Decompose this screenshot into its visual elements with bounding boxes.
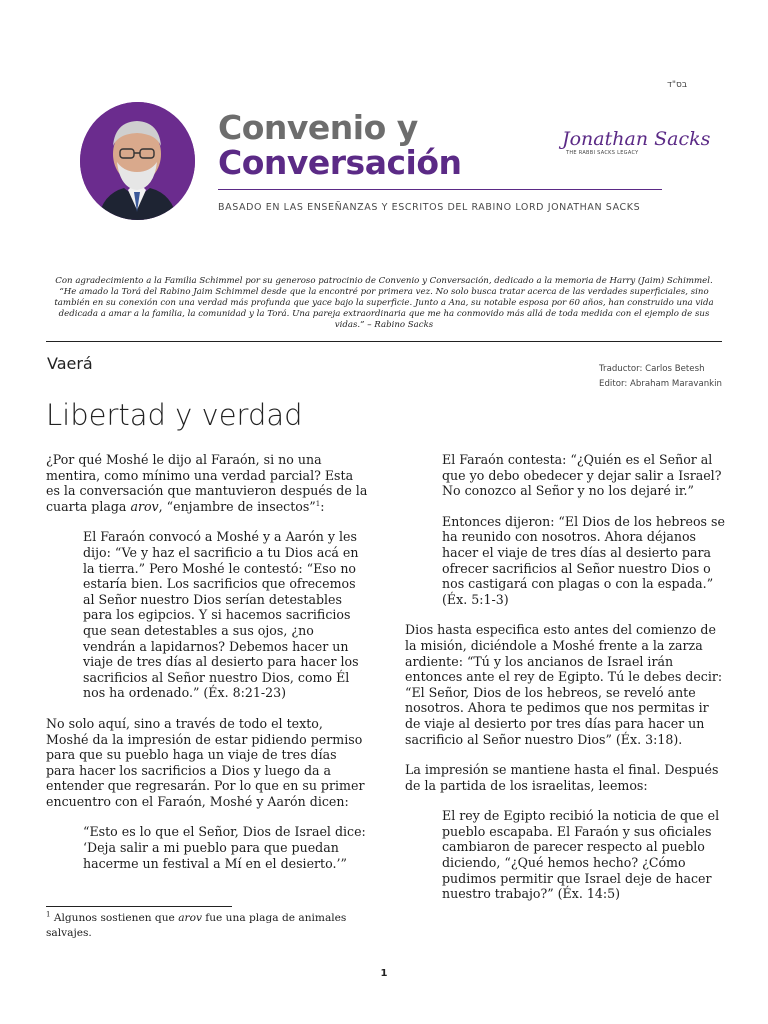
block-quote: El Faraón convocó a Moshé y a Aarón y les dijo: “Ve y haz el sacrificio a tu Dios acá en la tierra.” Pero Moshé le contestó: “Eso no estaría bien. Los sacrificios que ofrecemos al Señor nuestro Dios serían detestables para los egipcios. Y si hacemos sacrificios que sean detestables a sus ojos, ¿no vendrán a lapidarnos? Debemos hacer un viaje de tres días al desierto para hacer los sacrificios al Señor nuestro Dios, como Él nos ha ordenado.” (Éx. 8:21-23) [83, 529, 359, 701]
parasha-name: Vaerá [47, 354, 93, 373]
bsd-mark: בס"ד [667, 80, 688, 90]
page-number: 1 [380, 968, 388, 979]
legacy-label: THE RABBI SACKS LEGACY [566, 150, 639, 156]
credits [599, 362, 722, 392]
translator-credit: Traductor: Carlos Betesh [599, 364, 705, 374]
block-quote: El rey de Egipto recibió la noticia de que el pueblo escapaba. El Faraón y sus oficiales cambiaron de parecer respecto al pueblo diciendo, “¿Qué hemos hecho? ¿Cómo pudimos permitir que Israel deje de hacer nuestro trabajo?” (Éx. 14:5) [442, 808, 720, 902]
paragraph: No solo aquí, sino a través de todo el texto, Moshé da la impresión de estar pidiendo permiso para que su pueblo haga un viaje de tres días para hacer los sacrificios a Dios y luego da a entender que regresarán. Por lo que en su primer encuentro con el Faraón, Moshé y Aarón dicen: [46, 715, 365, 809]
signature-logo [562, 128, 711, 168]
paragraph: ¿Por qué Moshé le dijo al Faraón, si no una mentira, como mínimo una verdad parcial? Esta es la conversación que mantuvieron después de la cuarta plaga arov, “enjambre de insectos”$^1$: [46, 452, 368, 514]
left-column [46, 452, 368, 886]
editor-credit: Editor: Abraham Maravankin [599, 379, 722, 389]
dedication-text: Con agradecimiento a la Familia Schimmel por su generoso patrocinio de Convenio y Conversación, dedicado a la memoria de Harry (Jaim) Schimmel. “He amado la Torá del Rabino Jaim Schimmel desde que la encontré por primera vez. No solo busca tratar acerca de las verdades superficiales, sino también en su conexión con una verdad más profunda que yace bajo la superficie. Junto a Ana, su notable esposa por 60 años, han construido una vida dedicada a amar a la familia, la comunidad y la Torá. Una pareja extraordinaria que me ha conmovido más allá de toda medida con el ejemplo de sus vidas.” – Rabino Sacks [54, 276, 714, 330]
header-divider [218, 189, 662, 190]
footnote-divider [46, 906, 232, 907]
article-title: Libertad y verdad [46, 398, 303, 432]
block-quote: El Faraón contesta: “¿Quién es el Señor al que yo debo obedecer y dejar salir a Israel? No conozco al Señor y no los dejaré ir.” [442, 452, 722, 499]
block-quote: “Esto es lo que el Señor, Dios de Israel dice: ‘Deja salir a mi pueblo para que puedan hacerme un festival a Mí en el desierto.’” [83, 824, 366, 871]
paragraph: Dios hasta especifica esto antes del comienzo de la misión, diciéndole a Moshé frente a la zarza ardiente: “Tú y los ancianos de Israel irán entonces ante el rey de Egipto. Tú le debes decir: “El Señor, Dios de los hebreos, se reveló ante nosotros. Ahora te pedimos que nos permitas ir de viaje al desierto por tres días para hacer un sacrificio al Señor nuestro Dios” (Éx. 3:18). [405, 622, 723, 747]
portrait-illustration [80, 102, 195, 220]
newsletter-title-top: Convenio y [218, 108, 418, 147]
newsletter-subtitle: BASADO EN LAS ENSEÑANZAS Y ESCRITOS DEL RABINO LORD JONATHAN SACKS [218, 202, 641, 213]
signature-text: Jonathan Sacks [562, 128, 711, 150]
rabbi-portrait [80, 102, 195, 220]
block-quote: Entonces dijeron: “El Dios de los hebreos se ha reunido con nosotros. Ahora déjanos hacer el viaje de tres días al desierto para ofrecer sacrificios al Señor nuestro Dios o nos castigará con plagas o con la espada.” (Éx. 5:1-3) [442, 513, 725, 607]
right-column [405, 452, 725, 917]
newsletter-title-bottom: Conversación [218, 143, 462, 182]
paragraph: La impresión se mantiene hasta el final. Después de la partida de los israelitas, leemos: [405, 762, 719, 793]
footnote-ref[interactable]: 1 [315, 499, 321, 508]
dedication-divider [46, 341, 722, 342]
footnote: $^1$ Algunos sostienen que arov fue una plaga de animales salvajes. [46, 910, 347, 939]
